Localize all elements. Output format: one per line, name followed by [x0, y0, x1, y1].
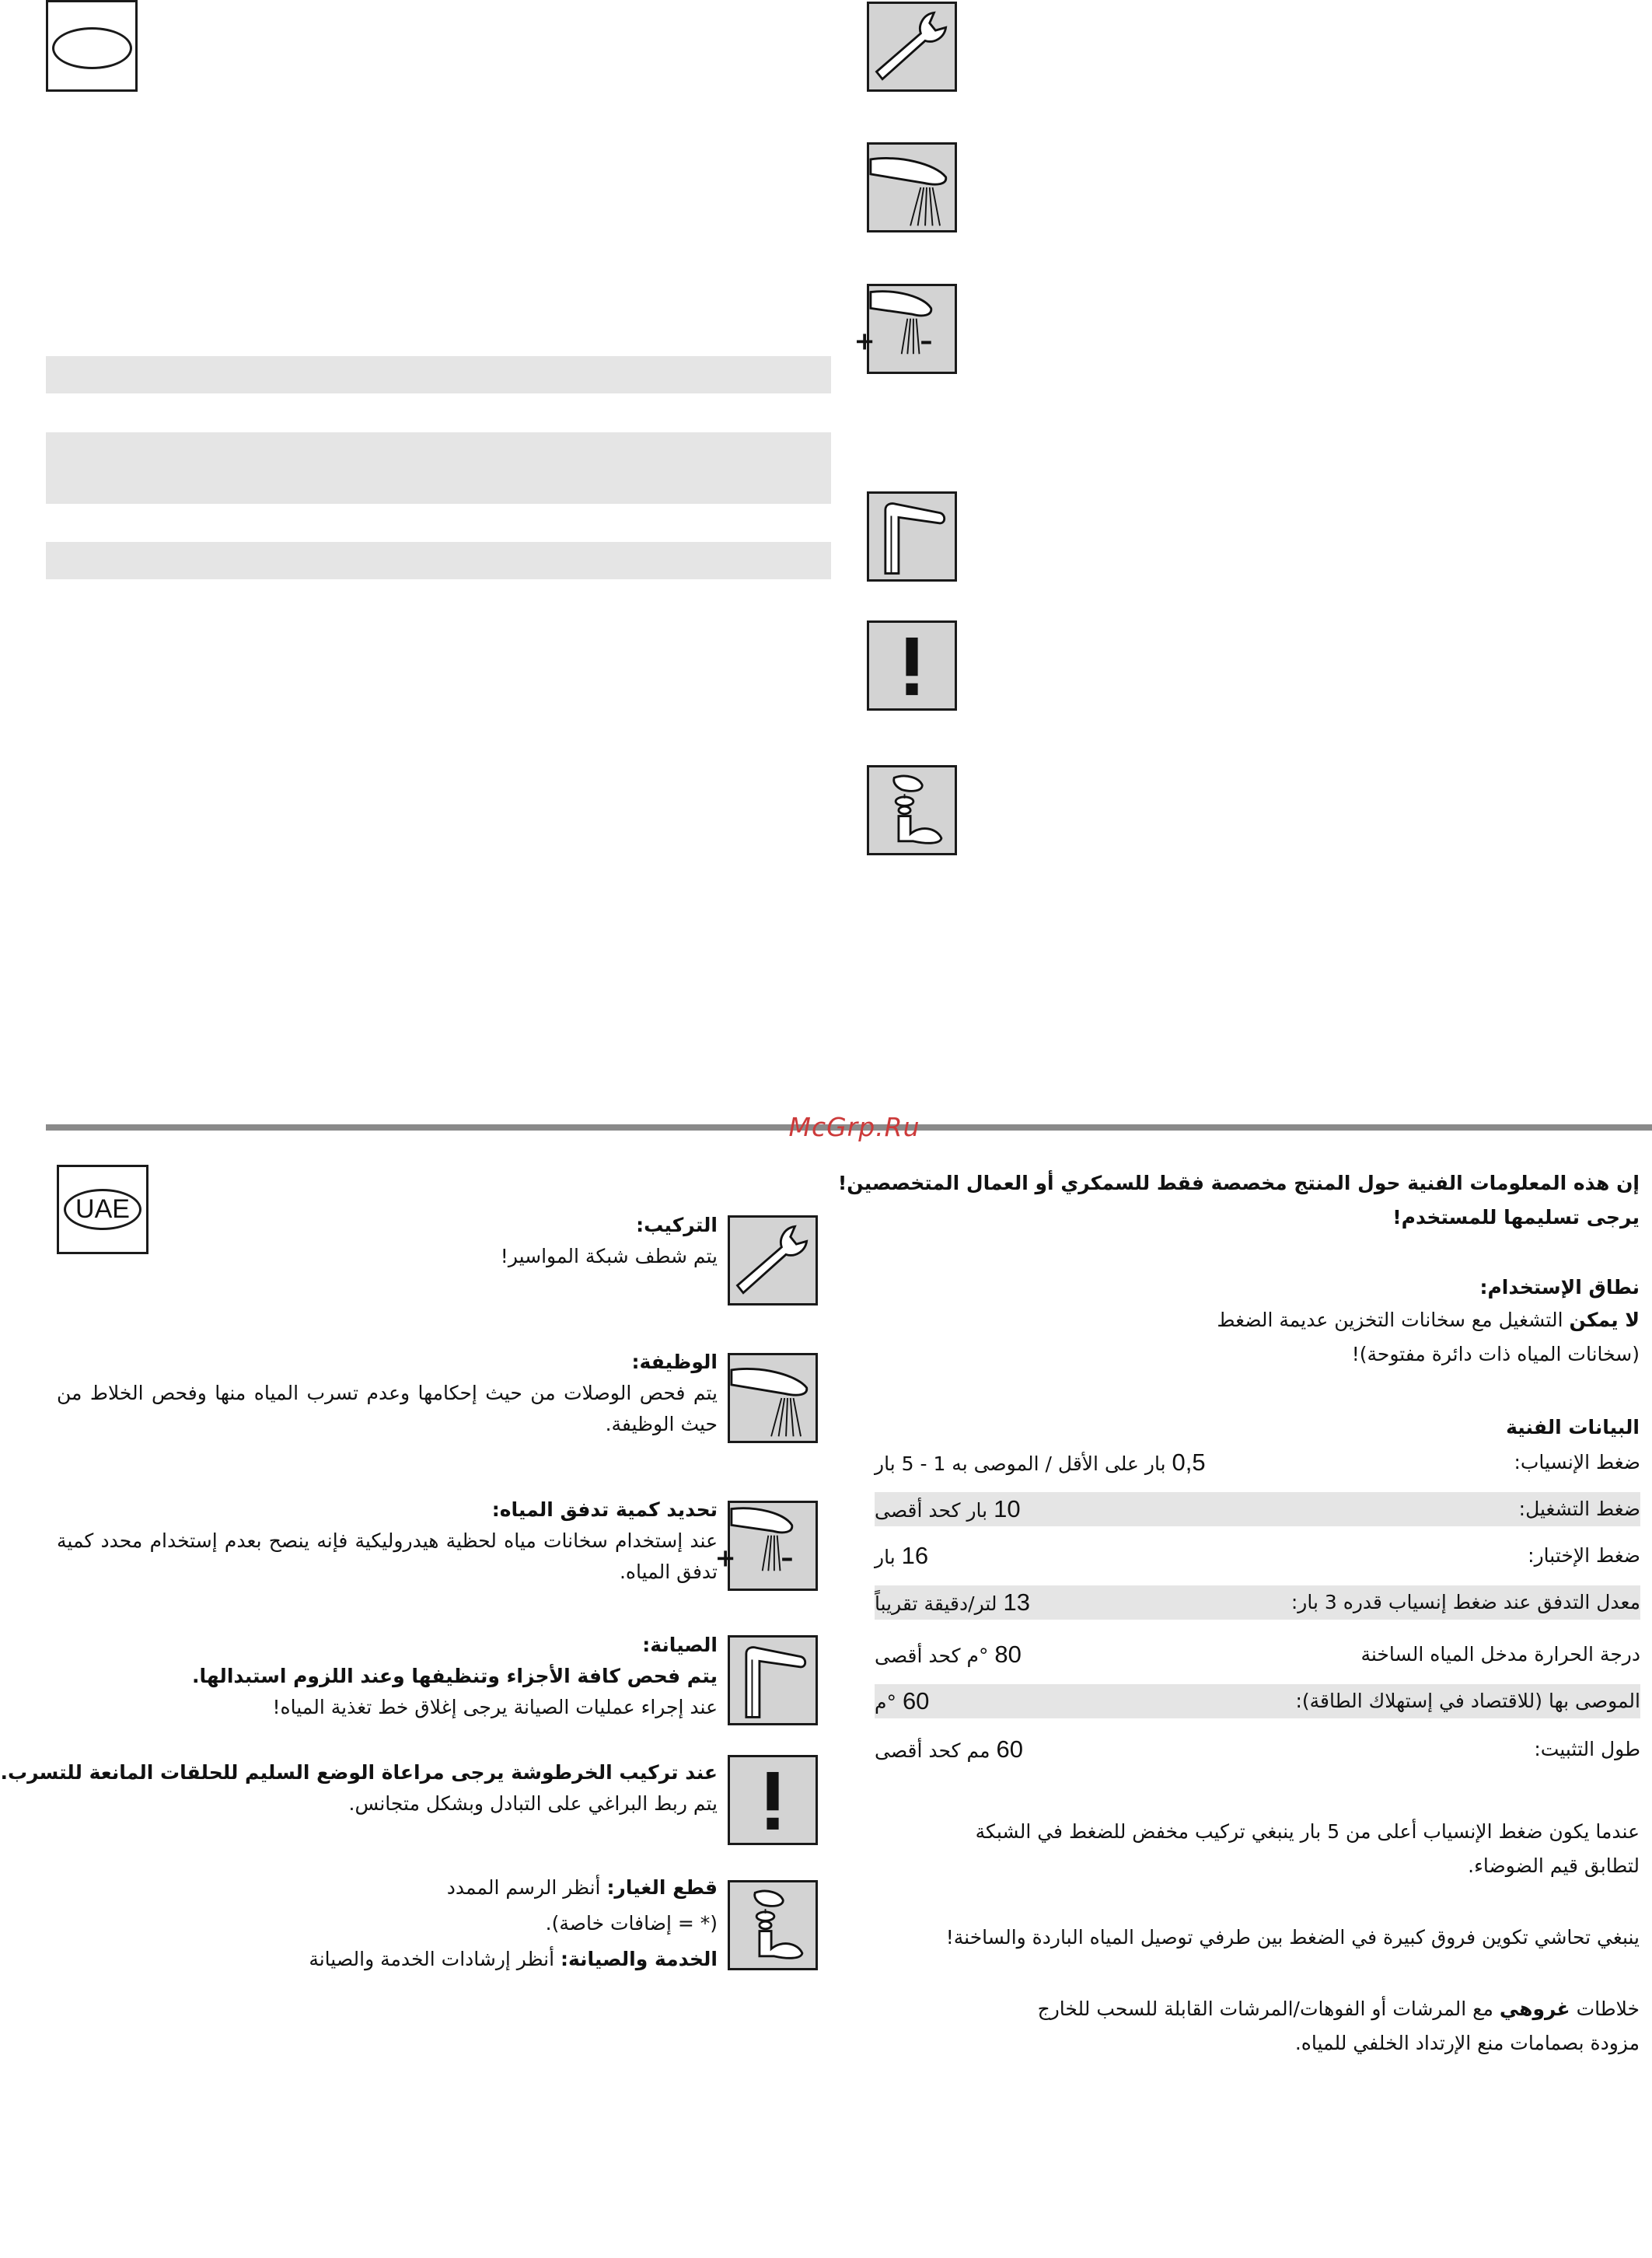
spare-parts-text: أنظر الرسم الممدد [446, 1876, 607, 1899]
tech-row-label: ضغط التشغيل: [1518, 1498, 1640, 1520]
watermark: McGrp.Ru [788, 1112, 920, 1142]
function-text: يتم فحص الوصلات من حيث إحكامها وعدم تسرب المياه منها وفحص الخلاط من حيث الوظيفة. [57, 1382, 718, 1435]
tech-row-label: ضغط الإنسياب: [1514, 1451, 1640, 1473]
backflow-note-line-1: خلاطات غروهي مع المرشات أو الفوهات/المرشات القابلة للسحب للخارج [1037, 1998, 1640, 2020]
hex-key-icon [728, 1635, 818, 1725]
tech-row [875, 1539, 1640, 1573]
country-code-oval [52, 27, 132, 69]
spare-parts-title: قطع الغيار: [606, 1876, 718, 1899]
wrench-icon [728, 1215, 818, 1306]
scope-line-2: (سخانات المياه ذات دائرة مفتوحة)! [1351, 1343, 1640, 1365]
brand-name: غروهي [1499, 1998, 1570, 2020]
maintenance-title: الصيانة: [642, 1634, 718, 1656]
maintenance-text: عند إجراء عمليات الصيانة يرجى إغلاق خط تغذية المياه! [272, 1696, 718, 1718]
cartridge-text: يتم ربط البراغي على التبادل وبشكل متجانس. [348, 1792, 718, 1815]
scope-title: نطاق الإستخدام: [1479, 1276, 1640, 1299]
flow-limit-icon [714, 1501, 818, 1591]
spare-parts-icon [867, 765, 957, 855]
pressure-note-line-1: عندما يكون ضغط الإنسياب أعلى من 5 بار ينبغي تركيب مخفض للضغط في الشبكة [975, 1820, 1640, 1843]
tech-row-value: 13 لتر/دقيقة تقريباً [875, 1589, 1030, 1616]
tech-title: البيانات الفنية [1506, 1416, 1640, 1438]
intro-line-2: يرجى تسليمها للمستخدم! [1392, 1206, 1640, 1229]
svg-text:–: – [920, 326, 933, 356]
tech-row-value: 60 مم كحد أقصى [875, 1735, 1023, 1763]
scope-line-1-rest: التشغيل مع سخانات التخزين عديمة الضغط [1217, 1309, 1570, 1331]
spray-icon [728, 1353, 818, 1443]
service-text: أنظر إرشادات الخدمة والصيانة [309, 1948, 561, 1970]
maintenance-bold: يتم فحص كافة الأجزاء وتنظيفها وعند اللزوم استبدالها. [192, 1665, 718, 1687]
spare-parts-icon [728, 1880, 818, 1970]
tech-row-label: درجة الحرارة مدخل المياه الساخنة [1360, 1643, 1640, 1666]
tech-row-value: 10 بار كحد أقصى [875, 1495, 1021, 1522]
function-title: الوظيفة: [631, 1351, 718, 1373]
spray-icon [867, 142, 957, 232]
installation-text: يتم شطف شبكة المواسير! [500, 1245, 718, 1267]
gray-bar-3 [46, 542, 831, 579]
country-badge [57, 1165, 148, 1254]
service-title: الخدمة والصيانة: [560, 1948, 718, 1970]
tech-row [875, 1684, 1640, 1718]
tech-row-value: 80 °م كحد أقصى [875, 1641, 1022, 1668]
tech-row-value: 16 بار [875, 1542, 929, 1569]
intro-line-1: إن هذه المعلومات الفنية حول المنتج مخصصة فقط للسمكري أو العمال المتخصصين! [837, 1172, 1640, 1194]
flow-limit-icon [854, 284, 957, 374]
tech-row [875, 1638, 1640, 1672]
tech-row-value: 60 °م [875, 1687, 930, 1714]
svg-text:–: – [781, 1543, 794, 1573]
tech-row [875, 1445, 1640, 1480]
flow-limit-title: تحديد كمية تدفق المياه: [491, 1498, 718, 1521]
flow-limit-text: عند إستخدام سخانات مياه لحظية هيدروليكية فإنه ينصح بعدم إستخدام محدد كمية تدفق المياه. [57, 1529, 718, 1583]
country-badge-label: UAE [64, 1189, 141, 1230]
difference-note: ينبغي تحاشي تكوين فروق كبيرة في الضغط بين طرفي توصيل المياه الباردة والساخنة! [945, 1926, 1640, 1949]
spare-parts-note: (* = إضافات خاصة). [545, 1912, 718, 1935]
cartridge-bold: عند تركيب الخرطوشة يرجى مراعاة الوضع السليم للحلقات المانعة للتسرب. [0, 1761, 718, 1784]
svg-text:+: + [854, 326, 875, 356]
tech-row-label: معدل التدفق عند ضغط إنسياب قدره 3 بار: [1291, 1591, 1640, 1613]
tech-row [875, 1492, 1640, 1526]
installation-title: التركيب: [636, 1214, 718, 1236]
gray-bar-2 [46, 432, 831, 504]
tech-row-label: طول التثبيت: [1534, 1738, 1640, 1760]
warning-icon [728, 1755, 818, 1845]
pressure-note-line-2: لتطابق قيم الضوضاء. [1468, 1854, 1640, 1877]
backflow-note-line-2: مزودة بصمامات منع الإرتداد الخلفي للمياه. [1294, 2032, 1640, 2054]
wrench-icon [867, 2, 957, 92]
hex-key-icon [867, 491, 957, 582]
tech-row [875, 1732, 1640, 1767]
tech-row-label: ضغط الإختبار: [1528, 1544, 1640, 1567]
gray-bar-1 [46, 356, 831, 393]
scope-line-1 [1217, 1305, 1640, 1336]
spare-parts-line [447, 1872, 718, 1903]
scope-line-1-bold: لا يمكن [1569, 1309, 1640, 1331]
tech-row [875, 1585, 1640, 1620]
tech-row-label: الموصى بها (للاقتصاد في إستهلاك الطاقة): [1295, 1690, 1640, 1712]
svg-text:+: + [714, 1543, 736, 1573]
warning-icon [867, 620, 957, 711]
tech-row-value: 0,5 بار على الأقل / الموصى به 1 - 5 بار [875, 1449, 1206, 1476]
country-code-box [46, 0, 138, 92]
service-line [309, 1944, 718, 1975]
